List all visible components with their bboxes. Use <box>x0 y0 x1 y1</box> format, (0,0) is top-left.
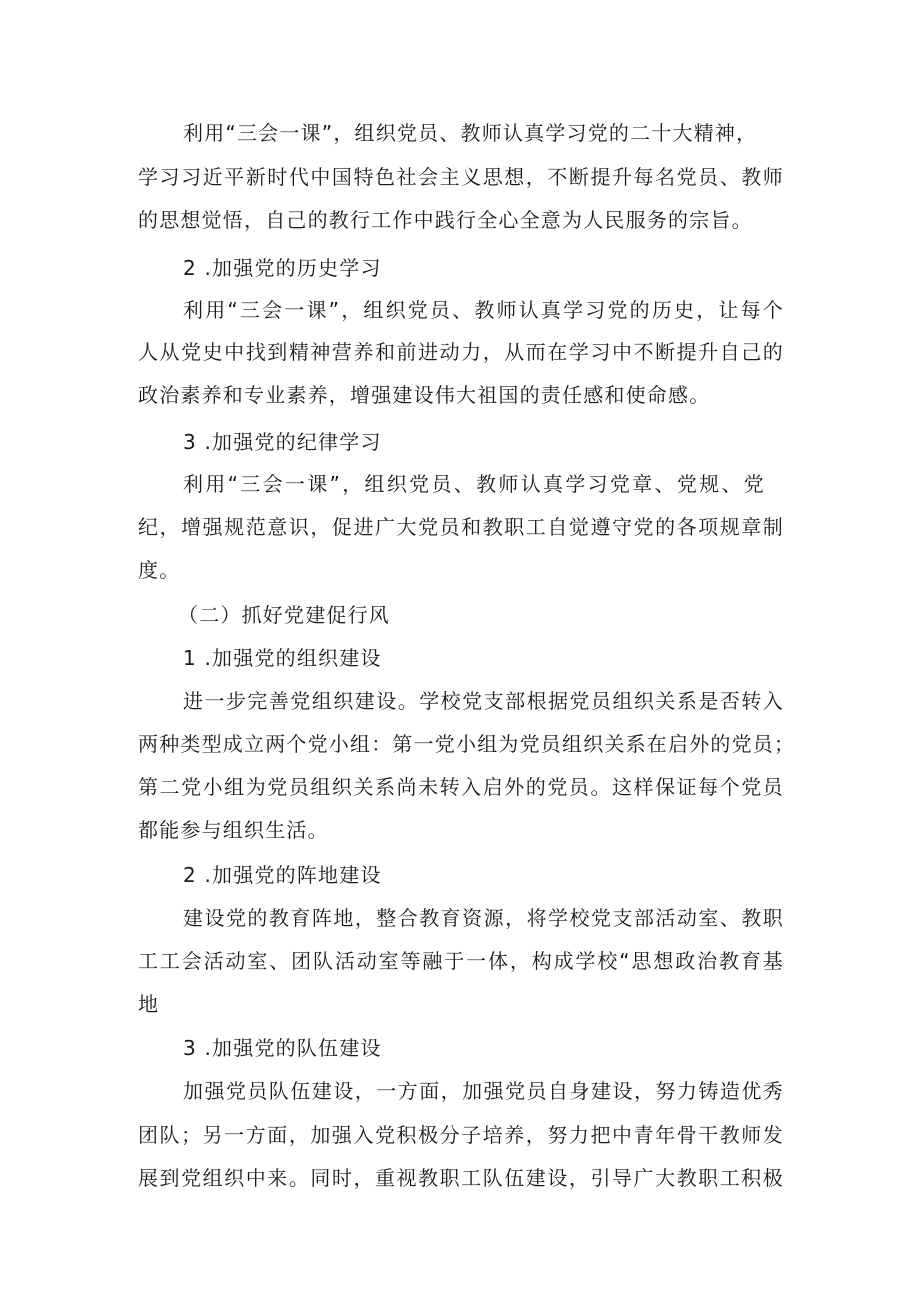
section-heading: 3 .加强党的队伍建设 <box>183 1036 382 1060</box>
section-heading: 2 .加强党的历史学习 <box>183 256 382 280</box>
text-line: 度。 <box>138 558 181 582</box>
text-line: 进一步完善党组织建设。学校党支部根据党员组织关系是否转入 <box>183 689 784 713</box>
text-line: 展到党组织中来。同时，重视教职工队伍建设，引导广大教职工积极 <box>138 1166 784 1190</box>
text-line: 两种类型成立两个党小组：第一党小组为党员组织关系在启外的党员； <box>138 732 796 756</box>
text-line: 团队；另一方面，加强入党积极分子培养，努力把中青年骨干教师发 <box>138 1123 784 1147</box>
section-heading: 3 .加强党的纪律学习 <box>183 430 382 454</box>
text-line: 第二党小组为党员组织关系尚未转入启外的党员。这样保证每个党员 <box>138 775 784 799</box>
text-line: 工工会活动室、团队活动室等融于一体，构成学校“思想政治教育基 <box>138 949 784 973</box>
chapter-heading: （二）抓好党建促行风 <box>178 603 390 627</box>
text-line: 都能参与组织生活。 <box>138 818 329 842</box>
text-line: 加强党员队伍建设，一方面，加强党员自身建设，努力铸造优秀 <box>183 1079 784 1103</box>
text-line: 利用“三会一课”，组织党员、教师认真学习党的二十大精神， <box>183 121 758 145</box>
text-line: 学习习近平新时代中国特色社会主义思想，不断提升每名党员、教师 <box>138 165 784 189</box>
section-heading: 1 .加强党的组织建设 <box>183 646 382 670</box>
section-heading: 2 .加强党的阵地建设 <box>183 863 382 887</box>
text-line: 纪，增强规范意识，促进广大党员和教职工自觉遵守党的各项规章制 <box>138 515 784 539</box>
text-line: 人从党史中找到精神营养和前进动力，从而在学习中不断提升自己的 <box>138 340 784 364</box>
text-line: 建设党的教育阵地，整合教育资源，将学校党支部活动室、教职 <box>183 906 784 930</box>
text-line: 的思想觉悟，自己的教行工作中践行全心全意为人民服务的宗旨。 <box>138 208 753 232</box>
text-line: 政治素养和专业素养，增强建设伟大祖国的责任感和使命感。 <box>138 383 711 407</box>
text-line: 利用“三会一课”，组织党员、教师认真学习党的历史，让每个 <box>183 298 784 322</box>
text-line: 地 <box>138 992 160 1016</box>
text-line: 利用“三会一课”，组织党员、教师认真学习党章、党规、党 <box>183 472 765 496</box>
